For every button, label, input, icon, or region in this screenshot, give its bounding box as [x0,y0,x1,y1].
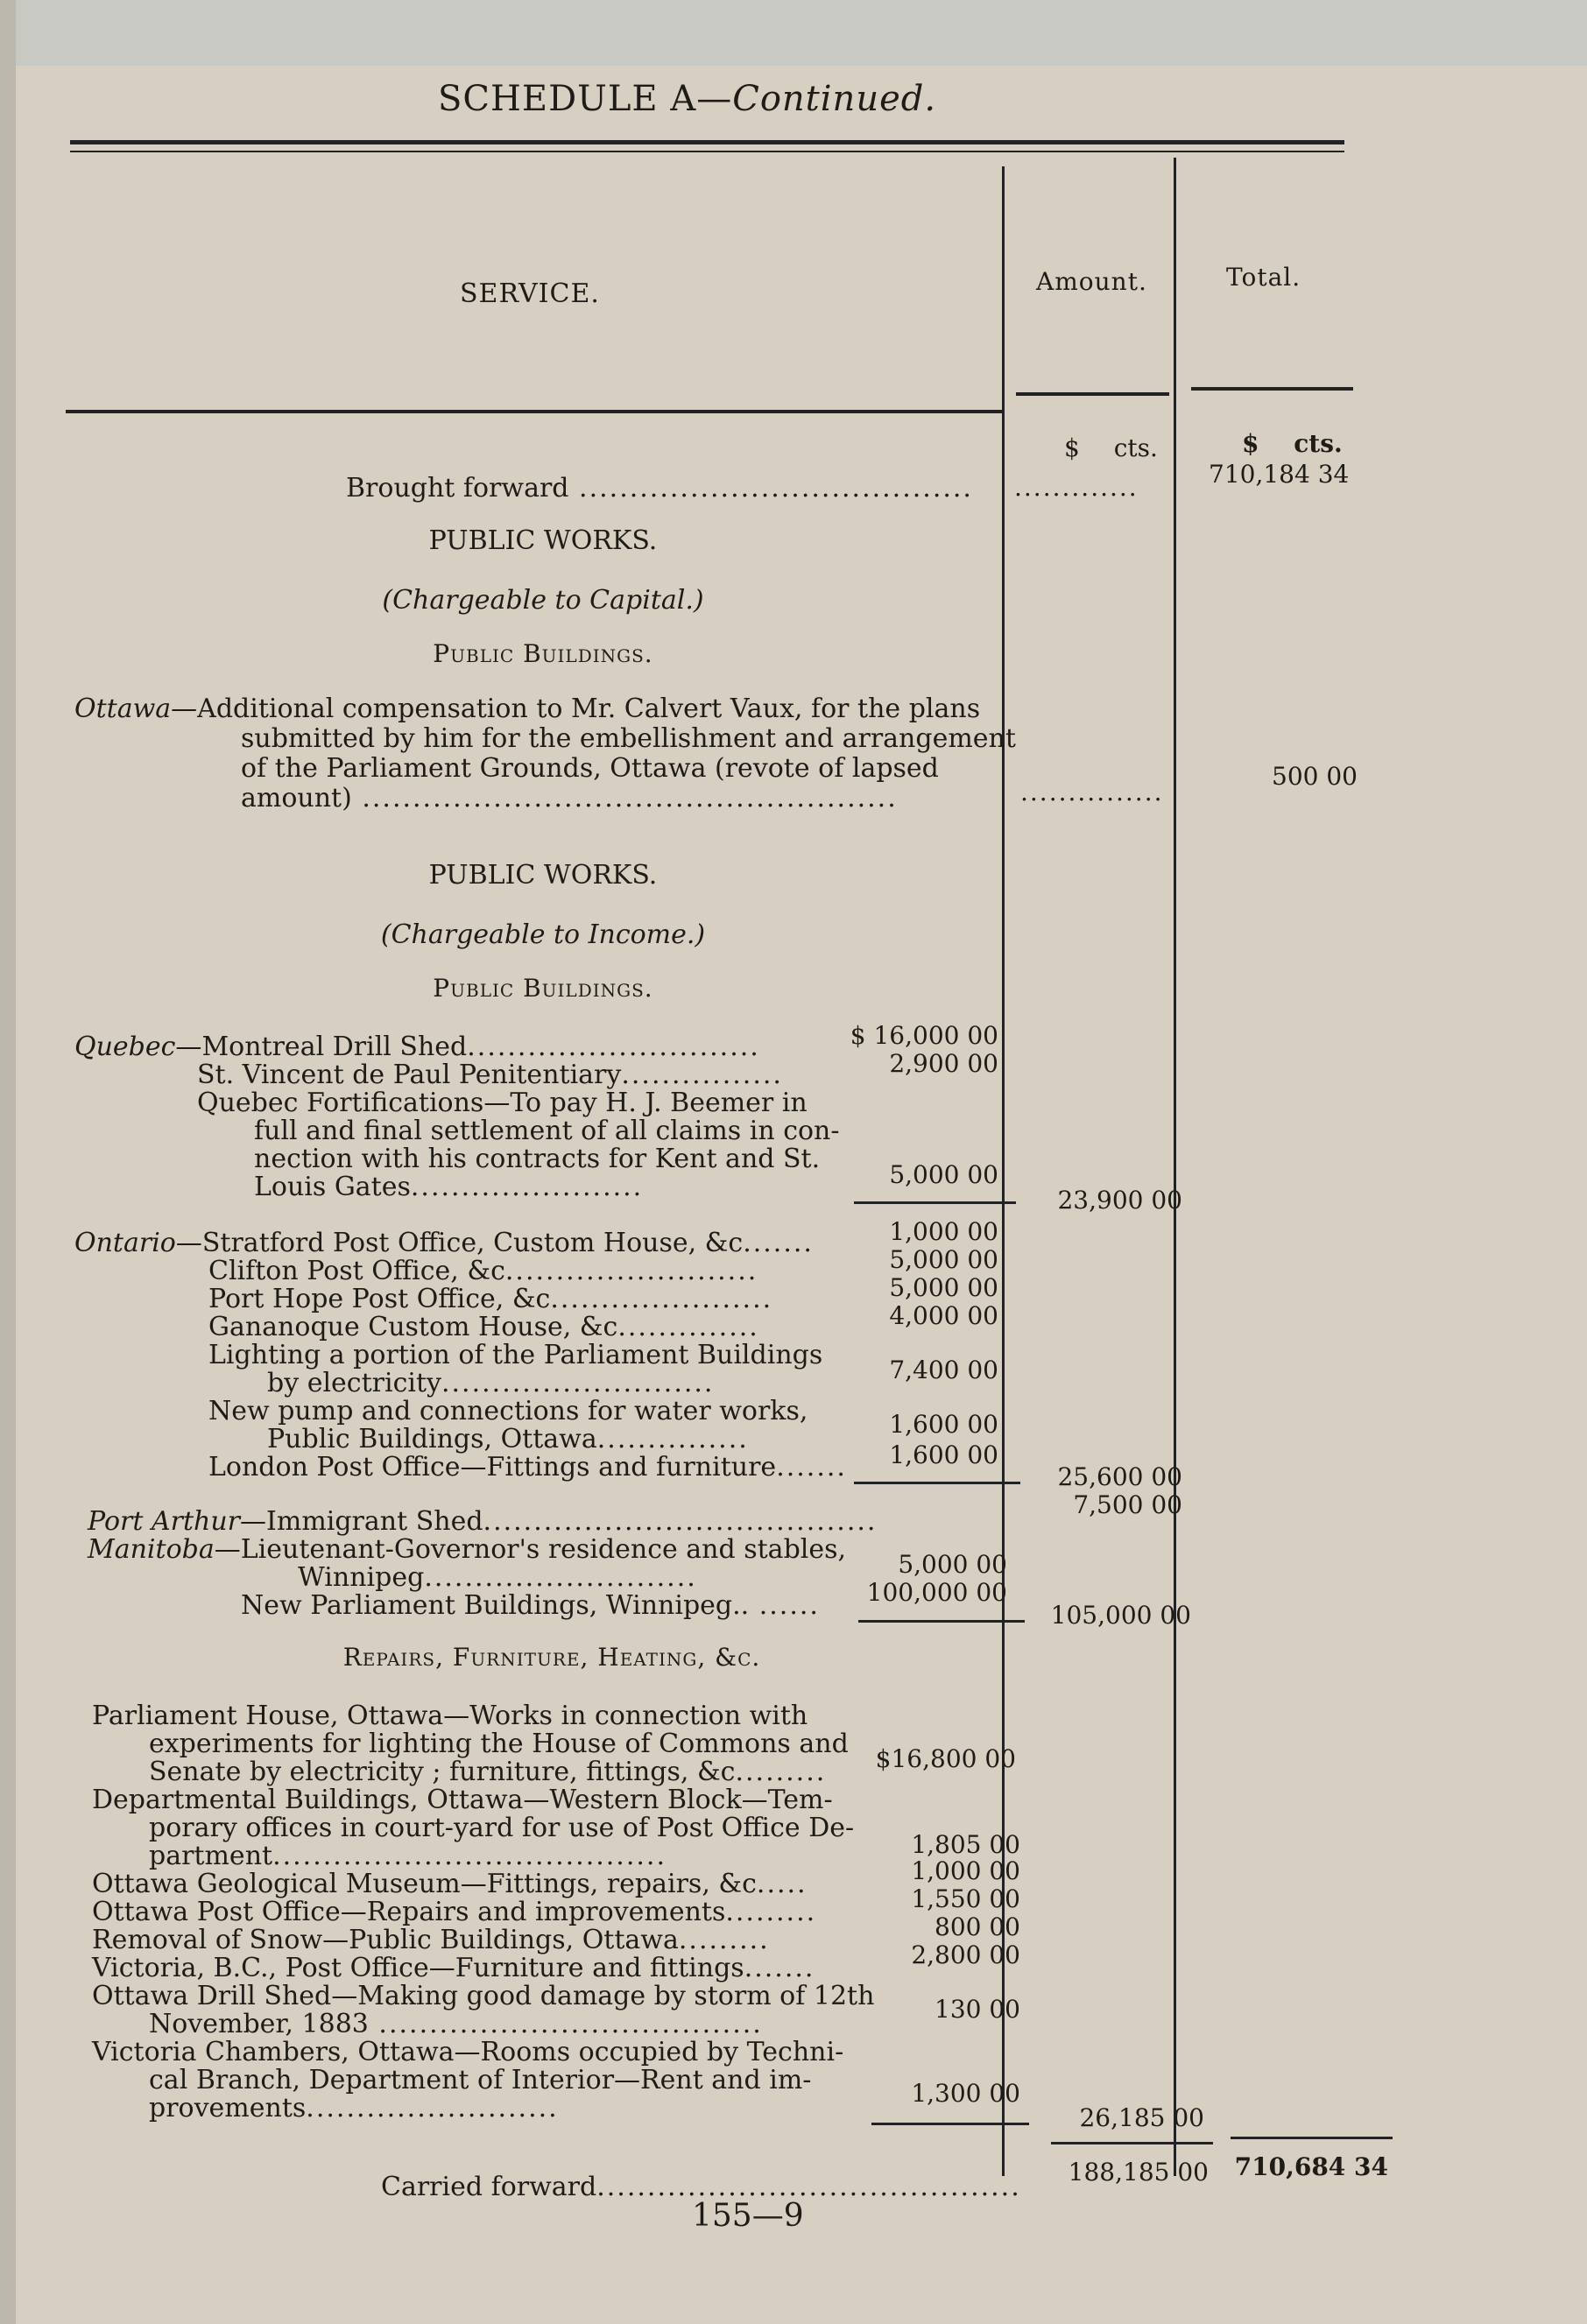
ontario-line-5b [267,1368,714,1398]
repairs-line-8a: Victoria Chambers, Ottawa—Rooms occupied by Techni- [92,2037,844,2067]
quebec-value-3: 5,000 00 [889,1160,998,1189]
header-bottom-rule-amount [1016,392,1169,396]
entry-text: by electricity [267,1368,441,1398]
ontario-line-3 [208,1284,772,1314]
leader-dots: ...................... [550,1284,773,1314]
quebec-line-3d [254,1172,643,1202]
entry-text: Ottawa Geological Museum—Fittings, repairs, &c [92,1869,757,1899]
repairs-line-7a: Ottawa Drill Shed—Making good damage by storm of 12th [92,1981,875,2011]
header-rule-thin [70,151,1344,152]
amount-total-rule [1051,2142,1213,2144]
entry-text: Lieutenant-Governor's residence and stables, [240,1534,847,1565]
repairs-value-2: 1,805 00 [911,1830,1020,1859]
leader-dots: ....................................... [483,1506,878,1537]
entry-text: Clifton Post Office, &c [208,1256,505,1286]
schedule-title-suffix: Continued. [732,79,937,119]
entry-text: Public Buildings, Ottawa [267,1424,597,1454]
amount-dots: ............... [1020,778,1164,806]
place-label: Port Arthur— [88,1506,267,1537]
pw-income-heading: PUBLIC WORKS. [428,860,658,891]
page-number: 155—9 [692,2198,804,2234]
ontario-value-4: 4,000 00 [889,1301,998,1330]
manitoba-line-2 [241,1590,820,1621]
quebec-line-1 [74,1032,760,1062]
leader-dots: ......... [678,1925,770,1955]
leader-dots: ...... [749,1590,820,1621]
repairs-line-7b [149,2009,763,2039]
repairs-line-8b: cal Branch, Department of Interior—Rent and im- [149,2065,812,2095]
pw-capital-heading: PUBLIC WORKS. [428,525,658,556]
repairs-amount: 26,185 00 [1079,2103,1204,2132]
pw-income-section: Public Buildings. [433,974,653,1003]
leader-dots: ............................. [467,1032,760,1062]
leader-dots: ....................................... [568,473,973,504]
schedule-title-main: SCHEDULE A— [438,79,733,119]
quebec-line-3b: full and final settlement of all claims in con- [254,1116,840,1146]
entry-text: Additional compensation to Mr. Calvert Vaux, for the plans [197,694,981,724]
repairs-line-8c [149,2093,559,2123]
leader-dots: ....... [744,1953,815,1983]
header-bottom-rule-service [66,410,1003,413]
repairs-line-3 [92,1869,808,1899]
manitoba-line-1a [88,1534,846,1565]
ontario-value-6: 1,600 00 [889,1410,998,1439]
pw-capital-sub: (Chargeable to Capital.) [382,585,704,616]
entry-text: November, 1883 [149,2009,369,2039]
leader-dots: ........................... [424,1562,697,1593]
ontario-line-5a: Lighting a portion of the Parliament Buildings [208,1340,823,1370]
ontario-value-2: 5,000 00 [889,1245,998,1274]
schedule-title [438,79,936,119]
pw-capital-section: Public Buildings. [433,639,653,668]
leader-dots: ....... [743,1228,814,1258]
leader-dots: ................ [621,1060,783,1090]
total-column-rule [1231,2137,1393,2139]
ontario-value-1: 1,000 00 [889,1217,998,1246]
ottawa-entry-line-3: of the Parliament Grounds, Ottawa (revote of lapsed [241,753,939,784]
amount-dots: ............. [1014,473,1139,502]
manitoba-line-1b [298,1562,697,1593]
repairs-value-5: 800 00 [935,1912,1020,1941]
quebec-line-3a: Quebec Fortifications—To pay H. J. Beemer in [197,1088,808,1118]
leader-dots: ......................... [306,2093,559,2123]
entry-text: Senate by electricity ; furniture, fittings, &c [149,1757,736,1787]
repairs-line-2c [149,1841,667,1871]
ottawa-entry-line-1 [74,694,980,724]
ottawa-entry-line-2: submitted by him for the embellishment and arrangement [241,723,1016,754]
brought-forward-text: Brought forward [346,473,569,504]
repairs-line-4 [92,1897,816,1927]
repairs-value-8: 1,300 00 [911,2079,1020,2108]
page-top-edge [0,0,1587,70]
leader-dots: ...................................... [368,2009,763,2039]
entry-text: partment [149,1841,273,1871]
manitoba-value-1: 5,000 00 [898,1550,1007,1579]
quebec-line-2 [197,1060,783,1090]
header-bottom-rule-total [1191,387,1353,391]
ontario-line-6a: New pump and connections for water works, [208,1396,808,1426]
place-label: Ottawa— [74,694,198,724]
leader-dots: ........................... [441,1368,715,1398]
ontario-subtotal-rule [854,1482,1020,1484]
amount-units: $ cts. [1064,433,1158,462]
manitoba-subtotal-rule [858,1620,1025,1623]
column-divider-2 [1174,158,1176,2176]
place-label: Manitoba— [88,1534,241,1565]
quebec-subtotal-rule [854,1201,1016,1204]
page-spine [0,0,16,2324]
entry-text: Gananoque Custom House, &c [208,1312,618,1342]
column-head-amount: Amount. [1036,267,1147,296]
ontario-line-2 [208,1256,758,1286]
quebec-value-1: $ 16,000 00 [850,1021,998,1050]
leader-dots: ....................................... [272,1841,667,1871]
ontario-line-7 [208,1452,847,1482]
entry-text: St. Vincent de Paul Penitentiary [197,1060,622,1090]
entry-text: Winnipeg [298,1562,425,1593]
leader-dots: .......................................... [596,2172,1021,2202]
quebec-line-3c: nection with his contracts for Kent and St. [254,1144,821,1174]
place-label: Quebec— [74,1032,202,1062]
entry-text: Stratford Post Office, Custom House, &c [201,1228,744,1258]
leader-dots: ..................................................... [351,783,898,813]
pw-income-sub: (Chargeable to Income.) [380,919,706,950]
header-rule-thick [70,140,1344,144]
leader-dots: ......... [735,1757,827,1787]
carried-forward-amount: 188,185 00 [1068,2158,1209,2187]
entry-text: Montreal Drill Shed [201,1032,468,1062]
ontario-line-4 [208,1312,759,1342]
ontario-value-7: 1,600 00 [889,1440,998,1469]
leader-dots: ..... [756,1869,808,1899]
repairs-value-1: $16,800 00 [875,1744,1016,1773]
repairs-subtotal-rule [871,2123,1029,2125]
repairs-line-1c [149,1757,826,1787]
entry-text: New Parliament Buildings, Winnipeg.. [241,1590,750,1621]
entry-text: Ottawa Post Office—Repairs and improvements [92,1897,726,1927]
ontario-line-6b [267,1424,749,1454]
repairs-value-4: 1,550 00 [911,1884,1020,1913]
ontario-line-1 [74,1228,814,1258]
repairs-line-2b: porary offices in court-yard for use of Post Office De- [149,1813,855,1843]
entry-text: Louis Gates [254,1172,411,1202]
entry-text: Removal of Snow—Public Buildings, Ottawa [92,1925,679,1955]
manitoba-value-2: 100,000 00 [866,1578,1007,1607]
quebec-value-2: 2,900 00 [889,1049,998,1078]
entry-text: Victoria, B.C., Post Office—Furniture and fittings [92,1953,744,1983]
repairs-value-7: 130 00 [935,1995,1020,2024]
carried-forward-text: Carried forward [381,2172,597,2202]
carried-forward-total: 710,684 34 [1234,2152,1388,2181]
repairs-heading: Repairs, Furniture, Heating, &c. [342,1643,761,1672]
manitoba-amount: 105,000 00 [1050,1601,1191,1630]
repairs-value-3: 1,000 00 [911,1856,1020,1885]
ontario-value-5: 7,400 00 [889,1356,998,1384]
column-head-service: SERVICE. [460,278,600,309]
repairs-line-6 [92,1953,815,1983]
ontario-amount: 25,600 00 [1057,1462,1182,1491]
entry-text: London Post Office—Fittings and furniture [208,1452,777,1482]
leader-dots: ....... [776,1452,847,1482]
quebec-amount: 23,900 00 [1057,1186,1182,1215]
leader-dots: ......... [725,1897,817,1927]
repairs-line-1a: Parliament House, Ottawa—Works in connection with [92,1701,808,1731]
leader-dots: ......................... [504,1256,758,1286]
repairs-line-1b: experiments for lighting the House of Commons and [149,1729,849,1759]
brought-forward-label [346,473,973,504]
port-arthur-amount: 7,500 00 [1073,1490,1182,1519]
pw-capital-total: 500 00 [1272,762,1358,791]
column-head-total: Total. [1226,263,1301,292]
brought-forward-total: 710,184 34 [1209,460,1350,489]
entry-text: Port Hope Post Office, &c [208,1284,551,1314]
repairs-value-6: 2,800 00 [911,1940,1020,1969]
port-arthur-line [88,1506,877,1537]
leader-dots: .............. [617,1312,759,1342]
entry-text: amount) [241,783,352,813]
total-units: $ cts. [1242,429,1343,458]
entry-text: Immigrant Shed [266,1506,483,1537]
ottawa-entry-line-4 [241,783,898,813]
leader-dots: ............... [596,1424,749,1454]
ontario-value-3: 5,000 00 [889,1273,998,1302]
repairs-line-2a: Departmental Buildings, Ottawa—Western Block—Tem- [92,1785,833,1815]
repairs-line-5 [92,1925,770,1955]
leader-dots: ....................... [410,1172,644,1202]
entry-text: provements [149,2093,307,2123]
place-label: Ontario— [74,1228,202,1258]
